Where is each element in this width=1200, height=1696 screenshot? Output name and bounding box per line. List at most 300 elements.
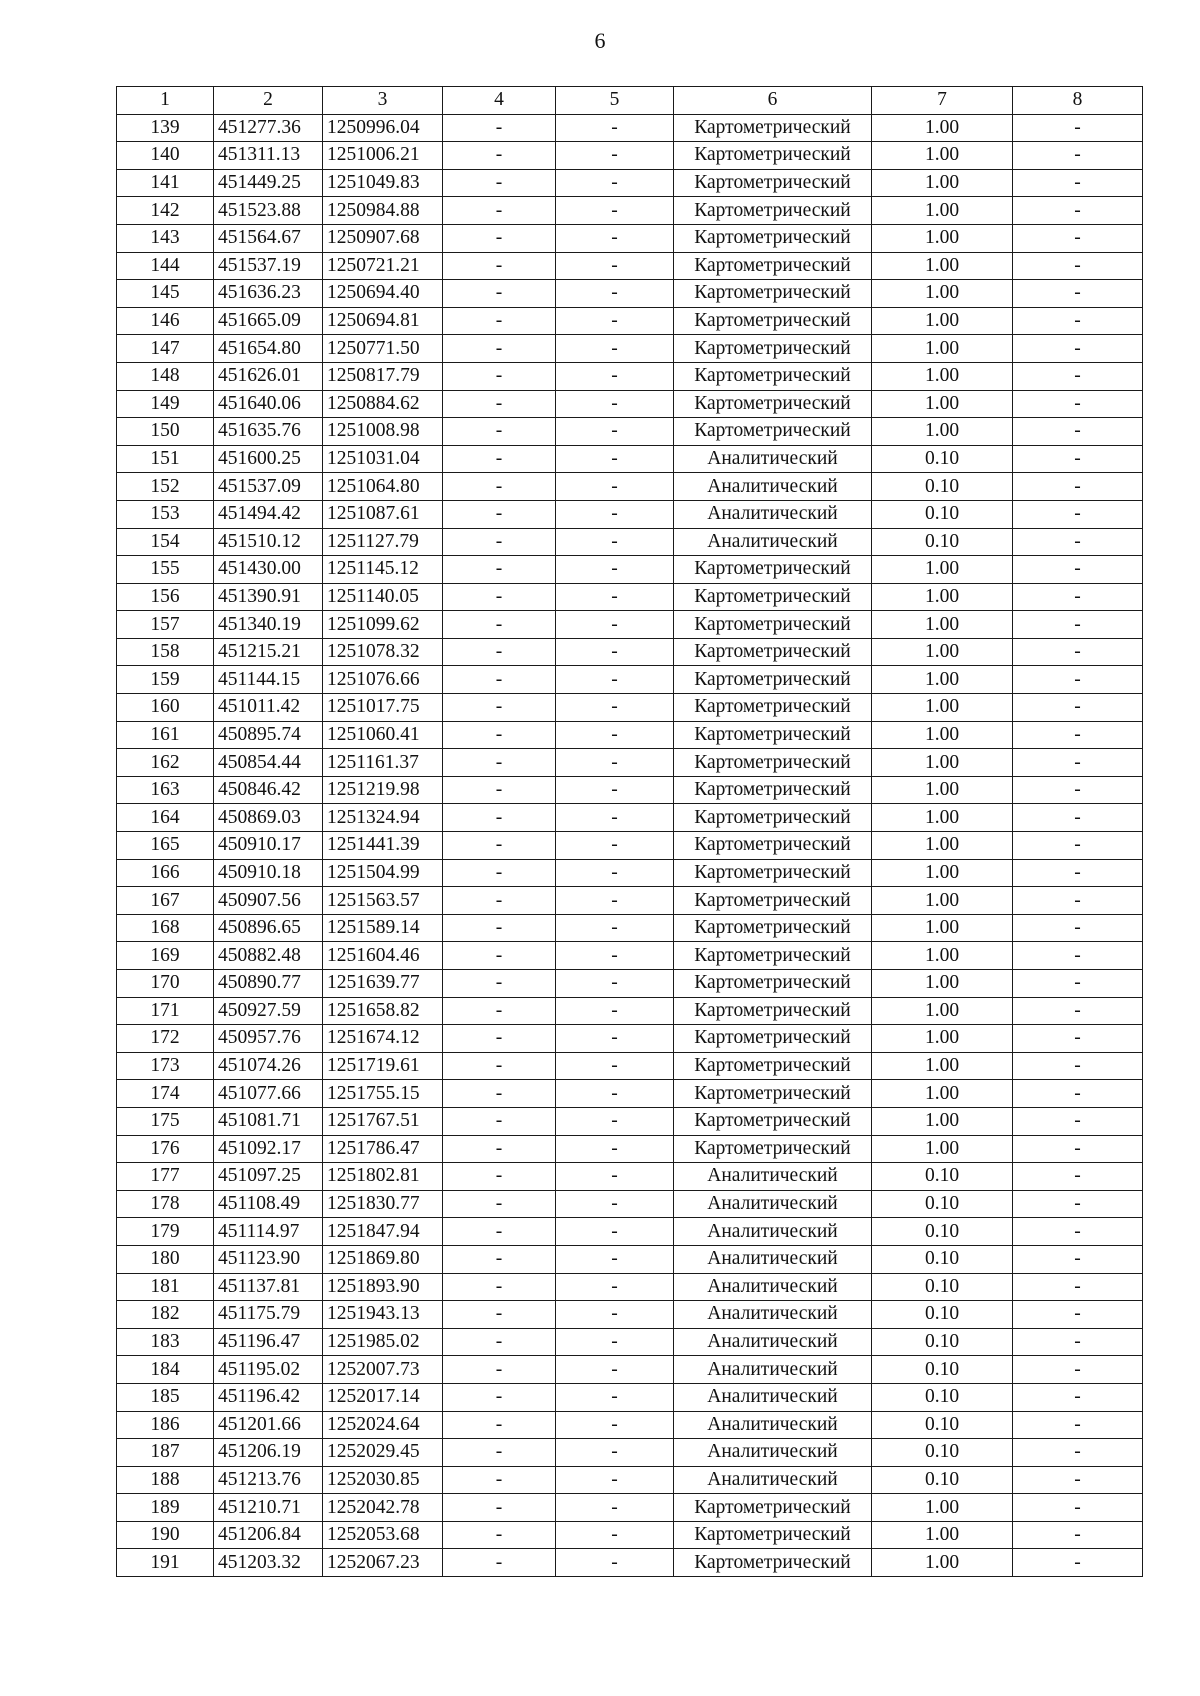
col-8-value: - (1013, 1521, 1143, 1549)
y-coordinate: 1251087.61 (323, 500, 443, 528)
col-5-value: - (556, 638, 674, 666)
col-4-value: - (443, 445, 556, 473)
col-5-value: - (556, 970, 674, 998)
col-5-value: - (556, 1549, 674, 1577)
y-coordinate: 1251755.15 (323, 1080, 443, 1108)
x-coordinate: 451635.76 (214, 418, 323, 446)
point-number: 151 (117, 445, 214, 473)
x-coordinate: 451108.49 (214, 1190, 323, 1218)
table-row (117, 1494, 1143, 1522)
col-8-value: - (1013, 1439, 1143, 1467)
table-row (117, 914, 1143, 942)
x-coordinate: 451390.91 (214, 583, 323, 611)
column-header-8: 8 (1013, 87, 1143, 115)
method: Картометрический (674, 666, 872, 694)
accuracy: 1.00 (872, 1080, 1013, 1108)
col-8-value: - (1013, 445, 1143, 473)
point-number: 141 (117, 169, 214, 197)
point-number: 166 (117, 859, 214, 887)
col-8-value: - (1013, 169, 1143, 197)
method: Аналитический (674, 1411, 872, 1439)
col-4-value: - (443, 1328, 556, 1356)
method: Аналитический (674, 1163, 872, 1191)
accuracy: 1.00 (872, 1494, 1013, 1522)
point-number: 161 (117, 721, 214, 749)
col-5-value: - (556, 666, 674, 694)
y-coordinate: 1251078.32 (323, 638, 443, 666)
col-5-value: - (556, 142, 674, 170)
column-header-1: 1 (117, 87, 214, 115)
col-4-value: - (443, 1135, 556, 1163)
accuracy: 1.00 (872, 832, 1013, 860)
point-number: 142 (117, 197, 214, 225)
col-4-value: - (443, 114, 556, 142)
method: Картометрический (674, 142, 872, 170)
col-4-value: - (443, 362, 556, 390)
col-5-value: - (556, 224, 674, 252)
y-coordinate: 1251127.79 (323, 528, 443, 556)
x-coordinate: 450927.59 (214, 997, 323, 1025)
col-4-value: - (443, 169, 556, 197)
col-4-value: - (443, 528, 556, 556)
x-coordinate: 451213.76 (214, 1466, 323, 1494)
x-coordinate: 450907.56 (214, 887, 323, 915)
col-4-value: - (443, 666, 556, 694)
y-coordinate: 1251869.80 (323, 1245, 443, 1273)
table-row (117, 694, 1143, 722)
col-4-value: - (443, 335, 556, 363)
accuracy: 1.00 (872, 418, 1013, 446)
x-coordinate: 451430.00 (214, 556, 323, 584)
method: Картометрический (674, 169, 872, 197)
point-number: 164 (117, 804, 214, 832)
method: Картометрический (674, 362, 872, 390)
method: Картометрический (674, 335, 872, 363)
accuracy: 0.10 (872, 528, 1013, 556)
col-4-value: - (443, 1080, 556, 1108)
col-8-value: - (1013, 583, 1143, 611)
y-coordinate: 1252007.73 (323, 1356, 443, 1384)
accuracy: 1.00 (872, 1025, 1013, 1053)
method: Аналитический (674, 1245, 872, 1273)
point-number: 152 (117, 473, 214, 501)
point-number: 187 (117, 1439, 214, 1467)
y-coordinate: 1251563.57 (323, 887, 443, 915)
col-5-value: - (556, 583, 674, 611)
table-row (117, 1328, 1143, 1356)
accuracy: 1.00 (872, 887, 1013, 915)
point-number: 174 (117, 1080, 214, 1108)
column-header-2: 2 (214, 87, 323, 115)
col-5-value: - (556, 556, 674, 584)
col-4-value: - (443, 611, 556, 639)
point-number: 157 (117, 611, 214, 639)
x-coordinate: 451654.80 (214, 335, 323, 363)
col-8-value: - (1013, 1494, 1143, 1522)
method: Аналитический (674, 1466, 872, 1494)
col-8-value: - (1013, 500, 1143, 528)
col-8-value: - (1013, 335, 1143, 363)
method: Картометрический (674, 694, 872, 722)
col-5-value: - (556, 1301, 674, 1329)
table-row (117, 307, 1143, 335)
method: Аналитический (674, 1356, 872, 1384)
col-5-value: - (556, 1466, 674, 1494)
col-8-value: - (1013, 142, 1143, 170)
y-coordinate: 1251504.99 (323, 859, 443, 887)
x-coordinate: 451523.88 (214, 197, 323, 225)
y-coordinate: 1251441.39 (323, 832, 443, 860)
accuracy: 1.00 (872, 611, 1013, 639)
point-number: 149 (117, 390, 214, 418)
point-number: 168 (117, 914, 214, 942)
column-header-7: 7 (872, 87, 1013, 115)
col-8-value: - (1013, 832, 1143, 860)
col-4-value: - (443, 307, 556, 335)
table-row (117, 1107, 1143, 1135)
accuracy: 1.00 (872, 666, 1013, 694)
col-5-value: - (556, 1521, 674, 1549)
col-8-value: - (1013, 1356, 1143, 1384)
col-8-value: - (1013, 666, 1143, 694)
x-coordinate: 451494.42 (214, 500, 323, 528)
point-number: 185 (117, 1383, 214, 1411)
x-coordinate: 451097.25 (214, 1163, 323, 1191)
x-coordinate: 451175.79 (214, 1301, 323, 1329)
table-row (117, 1411, 1143, 1439)
point-number: 169 (117, 942, 214, 970)
table-row (117, 942, 1143, 970)
col-4-value: - (443, 1439, 556, 1467)
x-coordinate: 451077.66 (214, 1080, 323, 1108)
method: Картометрический (674, 721, 872, 749)
col-4-value: - (443, 776, 556, 804)
point-number: 140 (117, 142, 214, 170)
point-number: 191 (117, 1549, 214, 1577)
point-number: 188 (117, 1466, 214, 1494)
table-row (117, 556, 1143, 584)
point-number: 154 (117, 528, 214, 556)
x-coordinate: 451206.19 (214, 1439, 323, 1467)
method: Картометрический (674, 887, 872, 915)
table-row (117, 1439, 1143, 1467)
point-number: 176 (117, 1135, 214, 1163)
col-5-value: - (556, 1356, 674, 1384)
y-coordinate: 1252024.64 (323, 1411, 443, 1439)
accuracy: 0.10 (872, 1245, 1013, 1273)
y-coordinate: 1251658.82 (323, 997, 443, 1025)
accuracy: 1.00 (872, 694, 1013, 722)
accuracy: 1.00 (872, 970, 1013, 998)
accuracy: 1.00 (872, 1549, 1013, 1577)
accuracy: 1.00 (872, 583, 1013, 611)
col-5-value: - (556, 1135, 674, 1163)
method: Аналитический (674, 500, 872, 528)
accuracy: 1.00 (872, 224, 1013, 252)
col-4-value: - (443, 1466, 556, 1494)
accuracy: 0.10 (872, 1218, 1013, 1246)
col-4-value: - (443, 694, 556, 722)
table-row (117, 362, 1143, 390)
table-row (117, 252, 1143, 280)
method: Аналитический (674, 445, 872, 473)
col-8-value: - (1013, 197, 1143, 225)
column-header-3: 3 (323, 87, 443, 115)
table-row (117, 1273, 1143, 1301)
col-4-value: - (443, 1052, 556, 1080)
point-number: 158 (117, 638, 214, 666)
x-coordinate: 451215.21 (214, 638, 323, 666)
col-4-value: - (443, 252, 556, 280)
point-number: 175 (117, 1107, 214, 1135)
col-4-value: - (443, 887, 556, 915)
accuracy: 0.10 (872, 445, 1013, 473)
col-4-value: - (443, 1411, 556, 1439)
table-row (117, 832, 1143, 860)
y-coordinate: 1250694.40 (323, 280, 443, 308)
col-8-value: - (1013, 721, 1143, 749)
x-coordinate: 451081.71 (214, 1107, 323, 1135)
x-coordinate: 451123.90 (214, 1245, 323, 1273)
col-8-value: - (1013, 280, 1143, 308)
x-coordinate: 451114.97 (214, 1218, 323, 1246)
col-4-value: - (443, 280, 556, 308)
col-8-value: - (1013, 1218, 1143, 1246)
method: Картометрический (674, 1521, 872, 1549)
x-coordinate: 451537.09 (214, 473, 323, 501)
y-coordinate: 1251161.37 (323, 749, 443, 777)
method: Аналитический (674, 1439, 872, 1467)
col-5-value: - (556, 611, 674, 639)
col-8-value: - (1013, 804, 1143, 832)
col-5-value: - (556, 694, 674, 722)
y-coordinate: 1251674.12 (323, 1025, 443, 1053)
point-number: 163 (117, 776, 214, 804)
col-8-value: - (1013, 1383, 1143, 1411)
accuracy: 1.00 (872, 859, 1013, 887)
column-header-5: 5 (556, 87, 674, 115)
method: Картометрический (674, 997, 872, 1025)
col-5-value: - (556, 1052, 674, 1080)
method: Картометрический (674, 804, 872, 832)
col-8-value: - (1013, 1052, 1143, 1080)
table-row (117, 335, 1143, 363)
point-number: 145 (117, 280, 214, 308)
accuracy: 1.00 (872, 114, 1013, 142)
header-row (117, 87, 1143, 115)
x-coordinate: 450846.42 (214, 776, 323, 804)
y-coordinate: 1251031.04 (323, 445, 443, 473)
method: Картометрический (674, 914, 872, 942)
method: Картометрический (674, 942, 872, 970)
method: Картометрический (674, 638, 872, 666)
y-coordinate: 1252067.23 (323, 1549, 443, 1577)
x-coordinate: 451640.06 (214, 390, 323, 418)
col-5-value: - (556, 776, 674, 804)
col-5-value: - (556, 280, 674, 308)
method: Картометрический (674, 749, 872, 777)
point-number: 167 (117, 887, 214, 915)
col-4-value: - (443, 914, 556, 942)
y-coordinate: 1250817.79 (323, 362, 443, 390)
table-row (117, 721, 1143, 749)
col-4-value: - (443, 997, 556, 1025)
y-coordinate: 1250694.81 (323, 307, 443, 335)
x-coordinate: 451340.19 (214, 611, 323, 639)
y-coordinate: 1251064.80 (323, 473, 443, 501)
col-8-value: - (1013, 1328, 1143, 1356)
col-5-value: - (556, 445, 674, 473)
accuracy: 1.00 (872, 252, 1013, 280)
page-number: 6 (594, 28, 606, 53)
accuracy: 1.00 (872, 197, 1013, 225)
col-5-value: - (556, 197, 674, 225)
col-4-value: - (443, 583, 556, 611)
x-coordinate: 450910.17 (214, 832, 323, 860)
table-body (117, 114, 1143, 1576)
method: Картометрический (674, 611, 872, 639)
col-5-value: - (556, 1328, 674, 1356)
col-8-value: - (1013, 1301, 1143, 1329)
table-row (117, 1218, 1143, 1246)
table-row (117, 473, 1143, 501)
col-4-value: - (443, 1218, 556, 1246)
x-coordinate: 451206.84 (214, 1521, 323, 1549)
col-4-value: - (443, 1494, 556, 1522)
table-row (117, 418, 1143, 446)
point-number: 170 (117, 970, 214, 998)
accuracy: 1.00 (872, 749, 1013, 777)
point-number: 182 (117, 1301, 214, 1329)
col-5-value: - (556, 1080, 674, 1108)
accuracy: 1.00 (872, 804, 1013, 832)
col-5-value: - (556, 1411, 674, 1439)
col-8-value: - (1013, 252, 1143, 280)
col-8-value: - (1013, 1080, 1143, 1108)
point-number: 179 (117, 1218, 214, 1246)
x-coordinate: 451011.42 (214, 694, 323, 722)
method: Аналитический (674, 1301, 872, 1329)
x-coordinate: 451277.36 (214, 114, 323, 142)
col-8-value: - (1013, 473, 1143, 501)
x-coordinate: 451196.42 (214, 1383, 323, 1411)
x-coordinate: 451665.09 (214, 307, 323, 335)
y-coordinate: 1250884.62 (323, 390, 443, 418)
method: Картометрический (674, 114, 872, 142)
column-header-6: 6 (674, 87, 872, 115)
y-coordinate: 1251767.51 (323, 1107, 443, 1135)
table-row (117, 1025, 1143, 1053)
method: Аналитический (674, 1328, 872, 1356)
method: Картометрический (674, 583, 872, 611)
table-row (117, 445, 1143, 473)
col-4-value: - (443, 804, 556, 832)
method: Картометрический (674, 224, 872, 252)
col-5-value: - (556, 1439, 674, 1467)
y-coordinate: 1251140.05 (323, 583, 443, 611)
col-8-value: - (1013, 362, 1143, 390)
accuracy: 1.00 (872, 1521, 1013, 1549)
point-number: 155 (117, 556, 214, 584)
table-row (117, 970, 1143, 998)
table-row (117, 666, 1143, 694)
point-number: 144 (117, 252, 214, 280)
table-row (117, 142, 1143, 170)
col-4-value: - (443, 197, 556, 225)
point-number: 171 (117, 997, 214, 1025)
col-8-value: - (1013, 1466, 1143, 1494)
point-number: 146 (117, 307, 214, 335)
col-5-value: - (556, 528, 674, 556)
point-number: 190 (117, 1521, 214, 1549)
col-8-value: - (1013, 859, 1143, 887)
accuracy: 1.00 (872, 721, 1013, 749)
accuracy: 1.00 (872, 556, 1013, 584)
point-number: 177 (117, 1163, 214, 1191)
y-coordinate: 1251006.21 (323, 142, 443, 170)
y-coordinate: 1251830.77 (323, 1190, 443, 1218)
y-coordinate: 1250907.68 (323, 224, 443, 252)
col-5-value: - (556, 500, 674, 528)
col-8-value: - (1013, 1025, 1143, 1053)
point-number: 147 (117, 335, 214, 363)
accuracy: 0.10 (872, 1356, 1013, 1384)
col-8-value: - (1013, 1411, 1143, 1439)
method: Картометрический (674, 1494, 872, 1522)
col-8-value: - (1013, 114, 1143, 142)
col-4-value: - (443, 1521, 556, 1549)
method: Картометрический (674, 307, 872, 335)
method: Картометрический (674, 970, 872, 998)
col-8-value: - (1013, 997, 1143, 1025)
accuracy: 0.10 (872, 1439, 1013, 1467)
method: Картометрический (674, 1135, 872, 1163)
method: Аналитический (674, 1273, 872, 1301)
table-row (117, 1356, 1143, 1384)
table-row (117, 1466, 1143, 1494)
col-8-value: - (1013, 970, 1143, 998)
col-8-value: - (1013, 1273, 1143, 1301)
col-5-value: - (556, 1383, 674, 1411)
col-4-value: - (443, 1245, 556, 1273)
y-coordinate: 1251847.94 (323, 1218, 443, 1246)
table-row (117, 1080, 1143, 1108)
col-5-value: - (556, 1163, 674, 1191)
accuracy: 0.10 (872, 473, 1013, 501)
point-number: 156 (117, 583, 214, 611)
col-5-value: - (556, 418, 674, 446)
col-4-value: - (443, 556, 556, 584)
col-4-value: - (443, 418, 556, 446)
col-8-value: - (1013, 749, 1143, 777)
col-8-value: - (1013, 307, 1143, 335)
col-5-value: - (556, 832, 674, 860)
col-5-value: - (556, 804, 674, 832)
accuracy: 1.00 (872, 776, 1013, 804)
x-coordinate: 451144.15 (214, 666, 323, 694)
col-4-value: - (443, 390, 556, 418)
col-8-value: - (1013, 942, 1143, 970)
accuracy: 0.10 (872, 1328, 1013, 1356)
method: Картометрический (674, 556, 872, 584)
col-4-value: - (443, 1383, 556, 1411)
col-5-value: - (556, 1025, 674, 1053)
col-8-value: - (1013, 1549, 1143, 1577)
col-8-value: - (1013, 638, 1143, 666)
accuracy: 1.00 (872, 1135, 1013, 1163)
col-4-value: - (443, 638, 556, 666)
col-5-value: - (556, 335, 674, 363)
